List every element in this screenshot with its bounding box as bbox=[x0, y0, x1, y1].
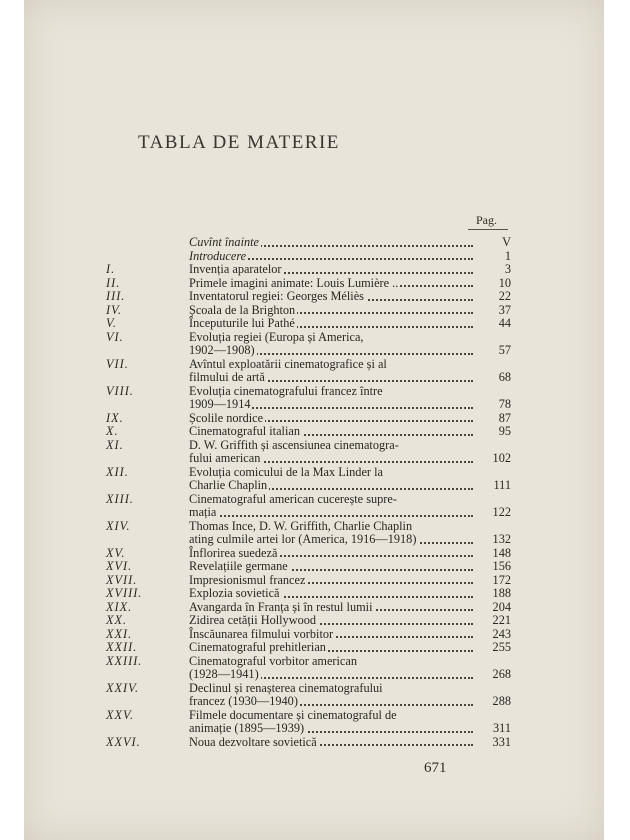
chapter-title-line: Impresionismul francez bbox=[189, 572, 306, 587]
chapter-page-number: 95 bbox=[498, 424, 511, 438]
chapter-number: XXVI. bbox=[106, 734, 141, 749]
chapter-title-line: Cinematograful american cucerește supre- bbox=[189, 491, 397, 506]
chapter-page-number: V bbox=[502, 235, 511, 249]
chapter-number: IV. bbox=[106, 302, 123, 317]
chapter-title-line: Introducere bbox=[189, 248, 247, 263]
chapter-title-line: Cuvînt înainte bbox=[189, 235, 260, 249]
chapter-title-line: Explozia sovietică bbox=[189, 586, 280, 600]
chapter-number: XXIII. bbox=[106, 653, 143, 668]
chapter-number: VI. bbox=[106, 329, 124, 344]
chapter-title-line: francez (1930—1940) bbox=[189, 694, 298, 708]
chapter-number: XV. bbox=[106, 545, 126, 560]
chapter-title-line: Începuturile lui Pathé bbox=[189, 316, 295, 330]
chapter-number: VII. bbox=[106, 356, 129, 371]
chapter-title-line: Cinematograful prehitlerian bbox=[189, 640, 326, 654]
chapter-title-line: Înscăunarea filmului vorbitor bbox=[189, 626, 334, 641]
chapter-title-line: Avangarda în Franța și în restul lumii bbox=[189, 599, 373, 614]
chapter-title-line: filmului de artă bbox=[189, 370, 265, 384]
chapter-title-line: Revelațiile germane bbox=[189, 559, 288, 573]
chapter-page-number: 22 bbox=[498, 289, 511, 303]
chapter-title-line: 1902—1908) bbox=[189, 343, 255, 357]
chapter-title-line: 1909—1914 bbox=[189, 397, 251, 411]
chapter-page-number: 156 bbox=[492, 559, 511, 573]
chapter-number: XI. bbox=[106, 437, 124, 452]
chapter-page-number: 243 bbox=[492, 626, 511, 641]
chapter-number: XVI. bbox=[106, 559, 133, 573]
chapter-number: XXV. bbox=[106, 707, 135, 722]
chapter-page-number: 204 bbox=[492, 599, 511, 614]
chapter-title-line: Primele imagini animate: Louis Lumière .. bbox=[189, 275, 399, 290]
chapter-page-number: 132 bbox=[492, 532, 511, 546]
chapter-title-line: Avîntul exploatării cinematografice și al bbox=[189, 356, 387, 371]
chapter-title-line: Inventatorul regiei: Georges Méliès bbox=[189, 289, 364, 303]
chapter-page-number: 172 bbox=[492, 572, 511, 587]
page-title: TABLA DE MATERIE bbox=[138, 132, 340, 153]
chapter-number: XIV. bbox=[106, 518, 131, 533]
chapter-number: I. bbox=[106, 262, 116, 276]
chapter-page-number: 255 bbox=[492, 640, 511, 654]
chapter-page-number: 102 bbox=[492, 451, 511, 465]
chapter-number: XX. bbox=[106, 613, 128, 627]
chapter-title-line: (1928—1941) bbox=[189, 667, 259, 681]
chapter-title-line: Înflorirea suedeză bbox=[189, 545, 278, 560]
page-column-header: Pag. bbox=[476, 213, 497, 227]
chapter-page-number: 10 bbox=[498, 275, 511, 290]
chapter-page-number: 57 bbox=[498, 343, 511, 357]
chapter-number: IX. bbox=[106, 410, 124, 425]
chapter-title-line: Evoluția regiei (Europa și America, bbox=[189, 329, 364, 344]
chapter-page-number: 37 bbox=[498, 302, 511, 317]
header-rule bbox=[468, 229, 508, 230]
chapter-title-line: mația bbox=[189, 505, 217, 519]
chapter-page-number: 311 bbox=[493, 721, 511, 735]
dot-leader bbox=[189, 515, 473, 517]
chapter-number: XIX. bbox=[106, 599, 133, 614]
chapter-number: XVIII. bbox=[106, 586, 143, 600]
chapter-page-number: 44 bbox=[498, 316, 511, 330]
chapter-number: XXII. bbox=[106, 640, 138, 654]
chapter-page-number: 111 bbox=[493, 478, 511, 492]
chapter-number: XIII. bbox=[106, 491, 134, 506]
chapter-title-line: Școlile nordice bbox=[189, 410, 264, 425]
chapter-page-number: 268 bbox=[492, 667, 511, 681]
chapter-title-line: fului american bbox=[189, 451, 261, 465]
chapter-number: V. bbox=[106, 316, 118, 330]
chapter-page-number: 87 bbox=[498, 410, 511, 425]
chapter-title-line: Evoluția comicului de la Max Linder la bbox=[189, 464, 383, 479]
chapter-title-line: animație (1895—1939) bbox=[189, 721, 305, 735]
chapter-number: II. bbox=[106, 275, 121, 290]
chapter-title-line: Evoluția cinematografului francez între bbox=[189, 383, 383, 398]
chapter-page-number: 78 bbox=[498, 397, 511, 411]
chapter-page-number: 3 bbox=[504, 262, 511, 276]
chapter-page-number: 288 bbox=[492, 694, 511, 708]
chapter-page-number: 221 bbox=[492, 613, 511, 627]
chapter-page-number: 1 bbox=[504, 248, 511, 263]
chapter-title-line: Filmele documentare și cinematograful de bbox=[189, 707, 397, 722]
chapter-title-line: Zidirea cetății Hollywood bbox=[189, 613, 317, 627]
chapter-title-line: Cinematograful italian bbox=[189, 424, 300, 438]
chapter-page-number: 331 bbox=[492, 734, 511, 749]
chapter-title-line: Thomas Ince, D. W. Griffith, Charlie Chaplin bbox=[189, 518, 413, 533]
chapter-title-line: ating culmile artei lor (America, 1916—1918) bbox=[189, 532, 417, 546]
chapter-page-number: 148 bbox=[492, 545, 511, 560]
chapter-title-line: Declinul și renașterea cinematografului bbox=[189, 680, 383, 695]
chapter-title-line: Noua dezvoltare sovietică bbox=[189, 734, 317, 749]
chapter-title-line: Școala de la Brighton bbox=[189, 302, 296, 317]
chapter-number: XXI. bbox=[106, 626, 133, 641]
chapter-title-line: Cinematograful vorbitor american bbox=[189, 653, 357, 668]
chapter-number: XII. bbox=[106, 464, 129, 479]
chapter-number: XXIV. bbox=[106, 680, 140, 695]
page-number: 671 bbox=[424, 760, 447, 776]
chapter-number: VIII. bbox=[106, 383, 134, 398]
chapter-title-line: D. W. Griffith și ascensiunea cinematogra- bbox=[189, 437, 399, 452]
chapter-number: XVII. bbox=[106, 572, 138, 587]
chapter-title-line: Invenția aparatelor bbox=[189, 262, 282, 276]
chapter-number: X. bbox=[106, 424, 119, 438]
chapter-title-line: Charlie Chaplin bbox=[189, 478, 268, 492]
chapter-page-number: 68 bbox=[498, 370, 511, 384]
chapter-page-number: 122 bbox=[492, 505, 511, 519]
chapter-number: III. bbox=[106, 289, 126, 303]
chapter-page-number: 188 bbox=[492, 586, 511, 600]
